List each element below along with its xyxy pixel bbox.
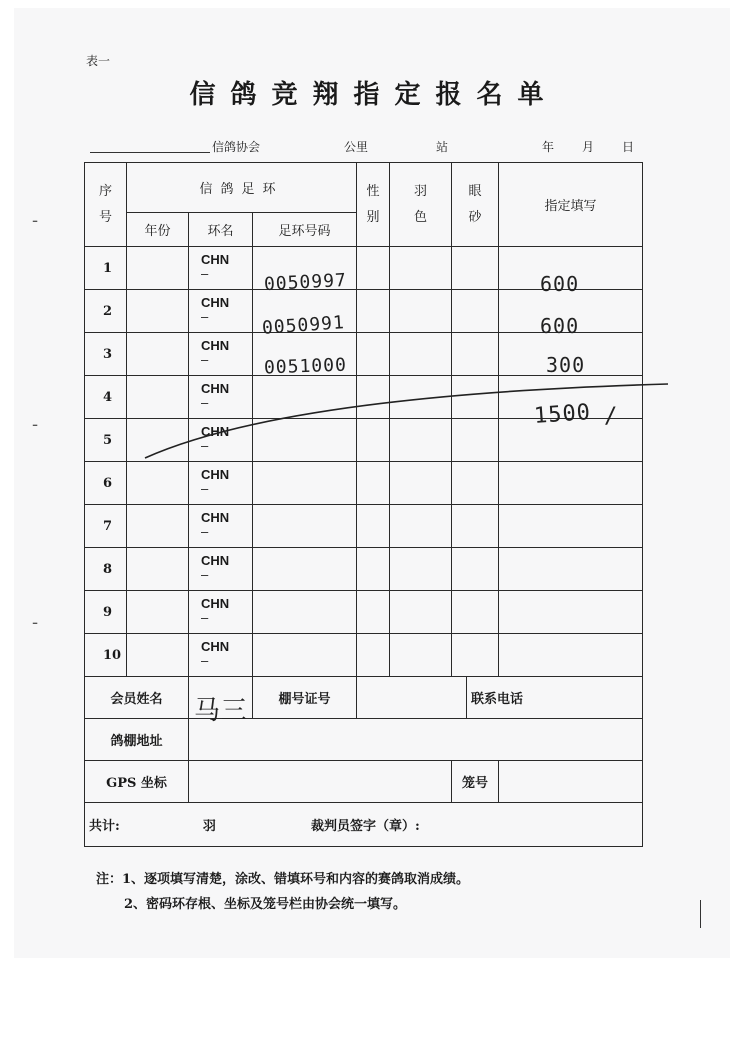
margin-mark: - bbox=[32, 612, 39, 633]
ring-name-cell: CHN – bbox=[189, 247, 253, 290]
row-number: 8 bbox=[85, 548, 127, 591]
ring-name-cell: CHN – bbox=[189, 290, 253, 333]
row-number: 4 bbox=[85, 376, 127, 419]
margin-mark: - bbox=[32, 210, 39, 231]
gps-label: GPS 坐标 bbox=[85, 761, 189, 803]
note-line-1: 注：1、逐项填写清楚，涂改、错填环号和内容的赛鸽取消成绩。 bbox=[96, 872, 470, 887]
station-label: 站 bbox=[436, 140, 449, 154]
cage-label: 笼号 bbox=[452, 761, 499, 803]
margin-mark: - bbox=[32, 414, 39, 435]
feather-unit: 羽 bbox=[202, 819, 216, 834]
handwritten-amount-2: 600 bbox=[540, 314, 580, 338]
handwritten-amount-4: 1500 bbox=[533, 400, 592, 429]
handwritten-member-name: 马三 bbox=[194, 696, 249, 726]
row-number: 1 bbox=[85, 247, 127, 290]
sex-header: 性别 bbox=[357, 163, 390, 247]
row-number: 6 bbox=[85, 462, 127, 505]
member-name-label: 会员姓名 bbox=[85, 677, 189, 719]
designate-header: 指定填写 bbox=[499, 163, 643, 247]
row-number: 7 bbox=[85, 505, 127, 548]
check-mark: / bbox=[604, 404, 619, 429]
row-number: 3 bbox=[85, 333, 127, 376]
handwritten-amount-3: 300 bbox=[546, 353, 586, 377]
ring-name-cell: CHN – bbox=[189, 548, 253, 591]
year-label: 年 bbox=[542, 140, 555, 154]
total-label: 共计: bbox=[89, 819, 120, 834]
ring-name-cell: CHN – bbox=[189, 634, 253, 677]
feather-header: 羽色 bbox=[390, 163, 452, 247]
association-label: 信鸽协会 bbox=[212, 140, 261, 154]
form-title: 信鸽竞翔指定报名单 bbox=[189, 80, 559, 110]
row-number: 9 bbox=[85, 591, 127, 634]
ring-group-header: 信鸽足环 bbox=[127, 163, 357, 213]
note-line-2: 2、密码环存根、坐标及笼号栏由协会统一填写。 bbox=[124, 897, 407, 912]
handwritten-ring-1: 0050997 bbox=[263, 269, 348, 296]
phone-label: 联系电话 bbox=[467, 677, 643, 719]
ring-name-header: 环名 bbox=[189, 213, 253, 247]
row-number: 10 bbox=[85, 634, 127, 677]
handwritten-ring-3: 0051000 bbox=[263, 354, 348, 379]
month-label: 月 bbox=[582, 140, 595, 154]
ring-name-cell: CHN – bbox=[189, 376, 253, 419]
seq-header: 序号 bbox=[85, 163, 127, 247]
handwritten-amount-1: 600 bbox=[540, 272, 580, 296]
ring-name-cell: CHN – bbox=[189, 419, 253, 462]
year-header: 年份 bbox=[127, 213, 189, 247]
ring-no-header: 足环号码 bbox=[253, 213, 357, 247]
ring-name-cell: CHN – bbox=[189, 505, 253, 548]
ring-name-cell: CHN – bbox=[189, 333, 253, 376]
judge-sign-label: 裁判员签字（章）: bbox=[310, 819, 420, 834]
day-label: 日 bbox=[622, 140, 635, 154]
ring-name-cell: CHN – bbox=[189, 591, 253, 634]
loft-cert-label: 棚号证号 bbox=[253, 677, 357, 719]
ring-name-cell: CHN – bbox=[189, 462, 253, 505]
form-tag: 表一 bbox=[86, 54, 111, 68]
row-number: 2 bbox=[85, 290, 127, 333]
edge-mark bbox=[700, 900, 701, 928]
km-label: 公里 bbox=[344, 140, 369, 154]
handwritten-ring-2: 0050991 bbox=[261, 312, 346, 339]
loft-address-label: 鸽棚地址 bbox=[85, 719, 189, 761]
row-number: 5 bbox=[85, 419, 127, 462]
eye-header: 眼砂 bbox=[452, 163, 499, 247]
